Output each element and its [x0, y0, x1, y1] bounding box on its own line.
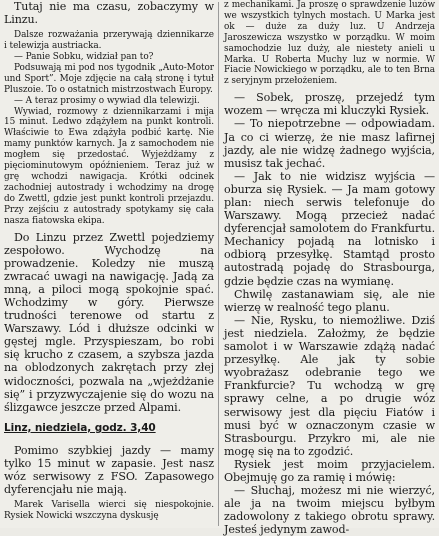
paragraph: — To niepotrzebne — odpowiadam. Ja co ci wierzę, że nie masz lafirnej jazdy, ale nie widzę żadnego wyjścia, musisz tak jechać. — [224, 117, 435, 170]
paragraph: — Sobek, proszę, przejedź tym wozem — wręcza mi kluczyki Rysiek. — [224, 91, 435, 118]
left-column — [4, 0, 214, 528]
paragraph: — Nie, Rysku, to niemożliwe. Dziś jest niedziela. Założmy, że będzie samolot i w Warszawie zdążą nadać przesyłkę. Ale jak ty sobie wyobrażasz odebranie tego we Frankfurcie? Tu wchodzą w grę sprawy celne, a po drugie wóz serwisowy jest dla pięciu Fiatów i musi być w oznaczonym czasie w Strasbourgu. Przykro mi, ale nie mogę się na to zgodzić. — [224, 313, 435, 458]
paragraph: — A teraz prosimy o wywiad dla telewizji. — [14, 95, 200, 106]
paragraph: — Panie Sobku, widział pan to? — [14, 52, 154, 62]
paragraph: Rysiek jest moim przyjacielem. Obejmuję go za ramię i mówię: — [224, 457, 435, 484]
right-column — [224, 0, 435, 536]
paragraph: z mechanikami. Ja proszę o sprawdzenie luzów we wszystkich tylnych mostach. U Marka jest ok — duże za duży luz. U Andrzeja Jaroszewicza wszystko w porządku. W moim samochodzie luz duży, ale niestety anieli u Marka. U Roberta Muchy luz w normie. W Fiacie Nowickiego w porządku, ale to ten Brna z seryjnym przełożeniem. — [224, 0, 435, 87]
column-divider — [218, 2, 219, 526]
paragraph: Pomimo szybkiej jazdy — mamy tylko 15 minut w zapasie. Jest nasz wóz serwisowy z FSO. Zapasowego dyferencjału nie mają. — [4, 443, 214, 497]
paragraph: — Słuchaj, możesz mi nie wierzyć, ale ja na twoim miejscu byłbym zadowolony z takiego obrotu sprawy. Jesteś jedynym zawod- — [224, 484, 435, 536]
paragraph: — Jak to nie widzisz wyjścia — oburza się Rysiek. — Ja mam gotowy plan: niech serwis telefonuje do Warszawy. Mogą przecież nadać dyferencjał samolotem do Frankfurtu. Mechanicy pojadą na lotnisko i odbiorą przesyłkę. Stamtąd prosto autostradą pojadę do Strasbourga, gdzie będzie czas na wymianę. — [224, 169, 435, 288]
paragraph: Marek Varisella wierci się niespokojnie. Rysiek Nowicki wszczyna dyskusję — [4, 500, 214, 522]
section-heading: Linz, niedziela, godz. 3,40 — [4, 421, 156, 434]
paragraph: Chwilę zastanawiam się, ale nie wierzę w realność tego planu. — [224, 287, 435, 314]
paragraph: Wywiad, rozmowy z dziennikarzami i mija 15 minut. Ledwo zdążyłem na punkt kontroli. Właściwie to Ewa zdążyła podbić kartę. Nie mamy punktów karnych. Ja z samochodem nie mogłem się przedostać. Wyjeżdżamy z pięciominutowym opóźnieniem. Teraz już w grę wchodzi nawigacja. Krótki odcinek zachodniej autostrady i wchodzimy na drogę do Zwettl, gdzie jest punkt kontroli przejazdu. Przy zejściu z autostrady spotykamy się cała nasza fiatowska ekipa. — [4, 106, 214, 226]
paragraph: Podsuwają mi pod nos tygodnik „Auto-Motor und Sport”. Moje zdjęcie na całą stronę i tytuł Pluszoie. To o ostatnich mistrzostwach Europy. — [4, 62, 214, 95]
paragraph: Dalsze rozważania przerywają dziennikarze i telewizja austriacka. — [4, 30, 214, 52]
paragraph: Do Linzu przez Zwettl pojedziemy zespołowo. Wychodzę na prowadzenie. Koledzy nie muszą zwracać uwagi na nawigację. Jadą za mną, a piloci mogą spokojnie spać. Wchodzimy w góry. Pierwsze trudności terenowe od startu z Warszawy. Lód i dłuższe odcinki w gęstej mgle. Przyspieszam, bo robi się krucho z czasem, a szybsza jazda na oblodzonych zakrętach przy złej widoczności, pozwala na „wjeżdżanie się” i przyzwyczajenie się do wozu na ślizgawce jeszcze przed Alpami. — [4, 230, 214, 414]
paragraph: Tutaj nie ma czasu, zobaczymy w Linzu. — [4, 0, 214, 27]
